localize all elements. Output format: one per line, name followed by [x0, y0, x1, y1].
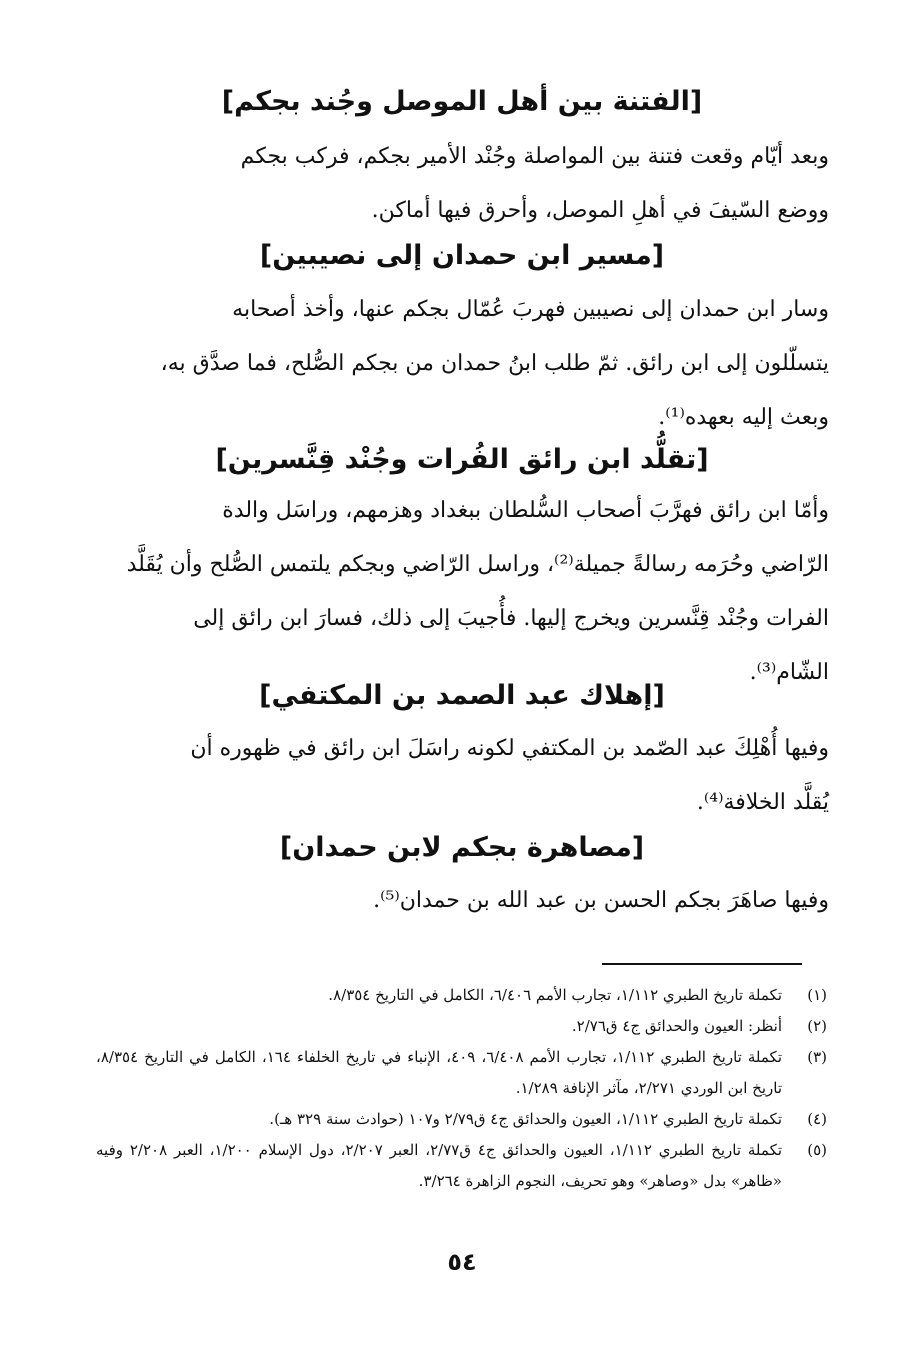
footnote-text: تكملة تاريخ الطبري ١/١١٢، العيون والحدائق ج٤ ق٢/٧٩ و١٠٧ (حوادث سنة ٣٢٩ هـ).	[269, 1110, 782, 1128]
section-heading: [مسير ابن حمدان إلى نصيبين]	[259, 240, 665, 271]
section-heading: [الفتنة بين أهل الموصل وجُند بجكم]	[221, 86, 703, 117]
paragraph-line: وأمّا ابن رائق فهرَّبَ أصحاب السُّلطان ببغداد وهزمهم، وراسَل والدة	[222, 498, 829, 523]
footnote-number: (٥)	[807, 1141, 827, 1159]
paragraph-line: وبعد أيّام وقعت فتنة بين المواصلة وجُنْد الأمير بجكم، فركب بجكم	[240, 144, 829, 169]
footnote-text: أنظر: العيون والحدائق ج٤ ق٢/٧٦.	[571, 1017, 782, 1035]
footnote-text: تكملة تاريخ الطبري ١/١١٢، العيون والحدائق ج٤ ق٢/٧٧، العبر ٢/٢٠٧، دول الإسلام ١/٢٠٠، العبر ٢/٢٠٨ وفيه «ظاهر» بدل «وصاهر» وهو تحريف، النجوم الزاهرة ٣/٢٦٤.	[96, 1141, 783, 1190]
section-heading: [تقلُّد ابن رائق الفُرات وجُنْد قِنَّسرين]	[215, 444, 709, 475]
footnote-text: تكملة تاريخ الطبري ١/١١٢، تجارب الأمم ٦/٤٠٦، الكامل في التاريخ ٨/٣٥٤.	[328, 986, 782, 1004]
footnote-number: (١)	[807, 986, 827, 1004]
footnote-number: (٣)	[807, 1048, 827, 1066]
footnote-text: تكملة تاريخ الطبري ١/١١٢، تجارب الأمم ٦/٤٠٨، ٤٠٩، الإنباء في تاريخ الخلفاء ١٦٤، الكامل في التاريخ ٨/٣٥٤، تاريخ ابن الوردي ٢/٢٧١، مآثر الإنافة ١/٢٨٩.	[96, 1048, 783, 1097]
footnote-number: (٤)	[807, 1110, 827, 1128]
footnote	[96, 1135, 827, 1197]
footnote	[96, 1011, 827, 1042]
paragraph-line: ووضع السّيفَ في أهلِ الموصل، وأحرق فيها أماكن.	[371, 198, 829, 223]
footnote	[96, 1042, 827, 1104]
paragraph-line: الشّام⁽³⁾.	[749, 660, 829, 685]
paragraph-line: يتسلّلون إلى ابن رائق. ثمّ طلب ابنُ حمدان من بجكم الصُّلح، فما صدَّق به،	[160, 351, 829, 376]
footnote	[96, 980, 827, 1011]
section-paragraph	[94, 874, 829, 928]
footnotes	[96, 980, 827, 1197]
section-heading: [مصاهرة بجكم لابن حمدان]	[279, 832, 645, 863]
footnote-number: (٢)	[807, 1017, 827, 1035]
paragraph-line: وسار ابن حمدان إلى نصيبين فهربَ عُمّال بجكم عنها، وأخذ أصحابه	[232, 297, 829, 322]
paragraph-line: الفرات وجُنْد قِنَّسرين ويخرج إليها. فأُجيبَ إلى ذلك، فسارَ ابن رائق إلى	[193, 606, 829, 631]
paragraph-line: وفيها صاهَرَ بجكم الحسن بن عبد الله بن حمدان⁽⁵⁾.	[373, 888, 829, 913]
paragraph-line: وبعث إليه بعهده⁽¹⁾.	[658, 405, 829, 430]
section-heading: [إهلاك عبد الصمد بن المكتفي]	[259, 680, 665, 711]
page-number: ٥٤	[447, 1248, 477, 1276]
section-paragraph	[94, 283, 829, 445]
footnote-separator	[602, 963, 802, 965]
paragraph-line: الرّاضي وحُرَمه رسالةً جميلة⁽²⁾، وراسل الرّاضي وبجكم يلتمس الصُّلح وأن يُقَلَّد	[126, 552, 829, 577]
footnote	[96, 1104, 827, 1135]
section-paragraph	[94, 484, 829, 700]
paragraph-line: يُقلَّد الخلافة⁽⁴⁾.	[696, 790, 829, 815]
paragraph-line: وفيها أُهْلِكَ عبد الصّمد بن المكتفي لكونه راسَلَ ابن رائق في ظهوره أن	[190, 736, 829, 761]
section-paragraph	[94, 722, 829, 830]
section-paragraph	[94, 130, 829, 238]
